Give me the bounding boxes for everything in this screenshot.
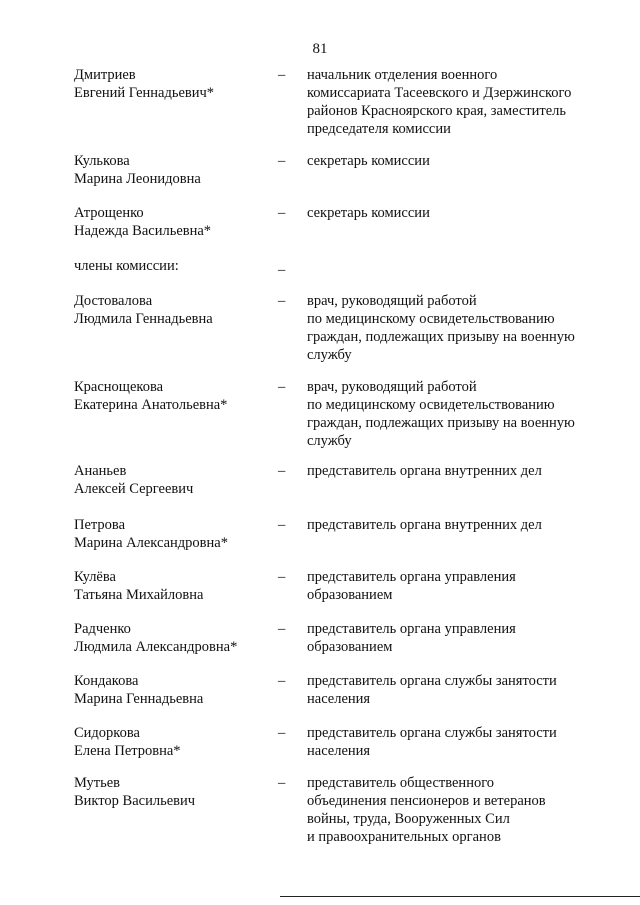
- member-role-line: граждан, подлежащих призыву на военную: [307, 415, 575, 431]
- member-name: [74, 774, 274, 810]
- dash-separator: –: [278, 293, 286, 309]
- member-name: [74, 568, 274, 604]
- member-name-line: Петрова: [74, 517, 126, 533]
- bottom-rule: [280, 896, 640, 897]
- member-name-line: Мутьев: [74, 775, 121, 791]
- page-number: 81: [312, 41, 328, 57]
- member-role-line: секретарь комиссии: [307, 153, 430, 169]
- member-name: [74, 672, 274, 708]
- member-role: [307, 378, 607, 450]
- member-role-line: войны, труда, Вооруженных Сил: [307, 811, 510, 827]
- dash-separator: –: [278, 775, 286, 791]
- member-role: [307, 204, 607, 222]
- member-name: [74, 257, 274, 275]
- member-name: [74, 724, 274, 760]
- dash-separator: –: [278, 673, 286, 689]
- member-role-line: образованием: [307, 587, 393, 603]
- member-name: [74, 620, 274, 656]
- member-role: [307, 724, 607, 760]
- member-role-line: представитель органа службы занятости: [307, 673, 557, 689]
- member-role-line: представитель органа внутренних дел: [307, 517, 542, 533]
- dash-separator: –: [278, 463, 286, 479]
- member-role: [307, 292, 607, 364]
- member-name-line: Евгений Геннадьевич*: [74, 85, 215, 101]
- member-role: [307, 152, 607, 170]
- member-role: [307, 620, 607, 656]
- dash-separator: –: [278, 621, 286, 637]
- member-name-line: Екатерина Анатольевна*: [74, 397, 228, 413]
- member-name: [74, 462, 274, 498]
- member-role: [307, 462, 607, 480]
- member-name-line: Людмила Александровна*: [74, 639, 238, 655]
- member-name: [74, 204, 274, 240]
- member-role-line: представитель общественного: [307, 775, 495, 791]
- member-role-line: по медицинскому освидетельствованию: [307, 397, 555, 413]
- dash-separator: –: [278, 725, 286, 741]
- member-role-line: службу: [307, 433, 352, 449]
- member-role-line: представитель органа управления: [307, 621, 516, 637]
- member-name: [74, 292, 274, 328]
- member-role: [307, 516, 607, 534]
- member-role-line: и правоохранительных органов: [307, 829, 501, 845]
- member-role: [307, 568, 607, 604]
- dash-separator: –: [278, 262, 286, 278]
- member-name-line: Ананьев: [74, 463, 127, 479]
- member-role-line: начальник отделения военного: [307, 67, 498, 83]
- member-name-line: Елена Петровна*: [74, 743, 181, 759]
- member-name-line: Кондакова: [74, 673, 139, 689]
- member-role: [307, 66, 607, 138]
- member-role-line: населения: [307, 743, 371, 759]
- member-name-line: Надежда Васильевна*: [74, 223, 212, 239]
- member-role-line: объединения пенсионеров и ветеранов: [307, 793, 546, 809]
- member-role-line: районов Красноярского края, заместитель: [307, 103, 567, 119]
- member-role-line: комиссариата Тасеевского и Дзержинского: [307, 85, 572, 101]
- dash-separator: –: [278, 517, 286, 533]
- member-name-line: Радченко: [74, 621, 131, 637]
- member-name-line: Кулькова: [74, 153, 130, 169]
- member-name-line: члены комиссии:: [74, 258, 179, 274]
- dash-separator: –: [278, 569, 286, 585]
- member-name-line: Татьяна Михайловна: [74, 587, 204, 603]
- dash-separator: –: [278, 205, 286, 221]
- member-name-line: Дмитриев: [74, 67, 136, 83]
- member-role: [307, 672, 607, 708]
- member-name-line: Марина Геннадьевна: [74, 691, 204, 707]
- member-role-line: председателя комиссии: [307, 121, 451, 137]
- member-role-line: по медицинскому освидетельствованию: [307, 311, 555, 327]
- member-role-line: представитель органа службы занятости: [307, 725, 557, 741]
- member-name-line: Людмила Геннадьевна: [74, 311, 213, 327]
- member-role-line: граждан, подлежащих призыву на военную: [307, 329, 575, 345]
- member-role-line: представитель органа управления: [307, 569, 516, 585]
- member-name-line: Виктор Васильевич: [74, 793, 196, 809]
- member-role-line: населения: [307, 691, 371, 707]
- member-name: [74, 516, 274, 552]
- member-name: [74, 152, 274, 188]
- member-role-line: образованием: [307, 639, 393, 655]
- member-role-line: врач, руководящий работой: [307, 293, 477, 309]
- member-name-line: Марина Леонидовна: [74, 171, 201, 187]
- dash-separator: –: [278, 67, 286, 83]
- member-name-line: Кулёва: [74, 569, 116, 585]
- dash-separator: –: [278, 379, 286, 395]
- member-role-line: секретарь комиссии: [307, 205, 430, 221]
- member-name: [74, 378, 274, 414]
- member-name-line: Алексей Сергеевич: [74, 481, 194, 497]
- member-name-line: Атрощенко: [74, 205, 144, 221]
- member-role-line: службу: [307, 347, 352, 363]
- member-name: [74, 66, 274, 102]
- dash-separator: –: [278, 153, 286, 169]
- member-name-line: Достовалова: [74, 293, 153, 309]
- member-name-line: Краснощекова: [74, 379, 164, 395]
- member-role-line: врач, руководящий работой: [307, 379, 477, 395]
- member-name-line: Марина Александровна*: [74, 535, 228, 551]
- member-role-line: представитель органа внутренних дел: [307, 463, 542, 479]
- member-role: [307, 774, 607, 846]
- member-name-line: Сидоркова: [74, 725, 140, 741]
